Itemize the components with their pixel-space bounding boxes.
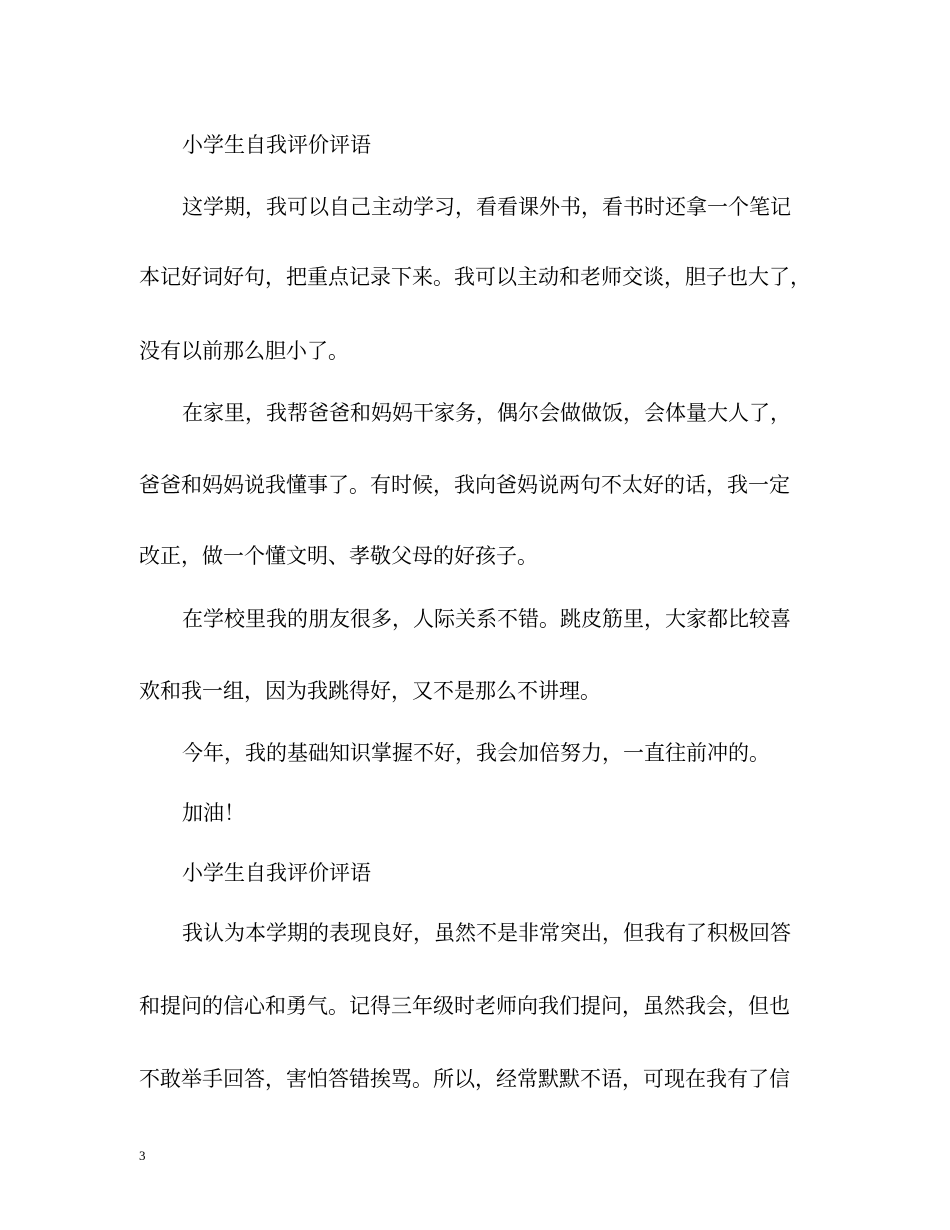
paragraph-line: 我认为本学期的表现良好，虽然不是非常突出，但我有了积极回答 [182, 921, 791, 945]
paragraph-line: 这学期，我可以自己主动学习，看看课外书，看书时还拿一个笔记 [182, 195, 791, 219]
paragraph-line: 在学校里我的朋友很多，人际关系不错。跳皮筋里，大家都比较喜 [182, 607, 791, 631]
paragraph-line: 和提问的信心和勇气。记得三年级时老师向我们提问，虽然我会，但也 [139, 994, 790, 1018]
section-heading: 小学生自我评价评语 [182, 861, 371, 885]
paragraph-line: 爸爸和妈妈说我懂事了。有时候，我向爸妈说两句不太好的话，我一定 [139, 473, 790, 497]
section-heading: 小学生自我评价评语 [182, 133, 371, 157]
paragraph-line: 欢和我一组，因为我跳得好，又不是那么不讲理。 [139, 679, 601, 703]
paragraph-line: 本记好词好句，把重点记录下来。我可以主动和老师交谈，胆子也大了， [139, 265, 811, 289]
paragraph-line: 没有以前那么胆小了。 [139, 339, 349, 363]
paragraph-line: 改正，做一个懂文明、孝敬父母的好孩子。 [139, 544, 538, 568]
paragraph-line: 在家里，我帮爸爸和妈妈干家务，偶尔会做做饭，会体量大人了， [182, 401, 791, 425]
paragraph-line: 不敢举手回答，害怕答错挨骂。所以，经常默默不语，可现在我有了信 [139, 1067, 790, 1091]
paragraph-line: 加油！ [182, 801, 245, 825]
paragraph-line: 今年，我的基础知识掌握不好，我会加倍努力，一直往前冲的。 [182, 741, 770, 765]
page-number: 3 [139, 1148, 146, 1163]
